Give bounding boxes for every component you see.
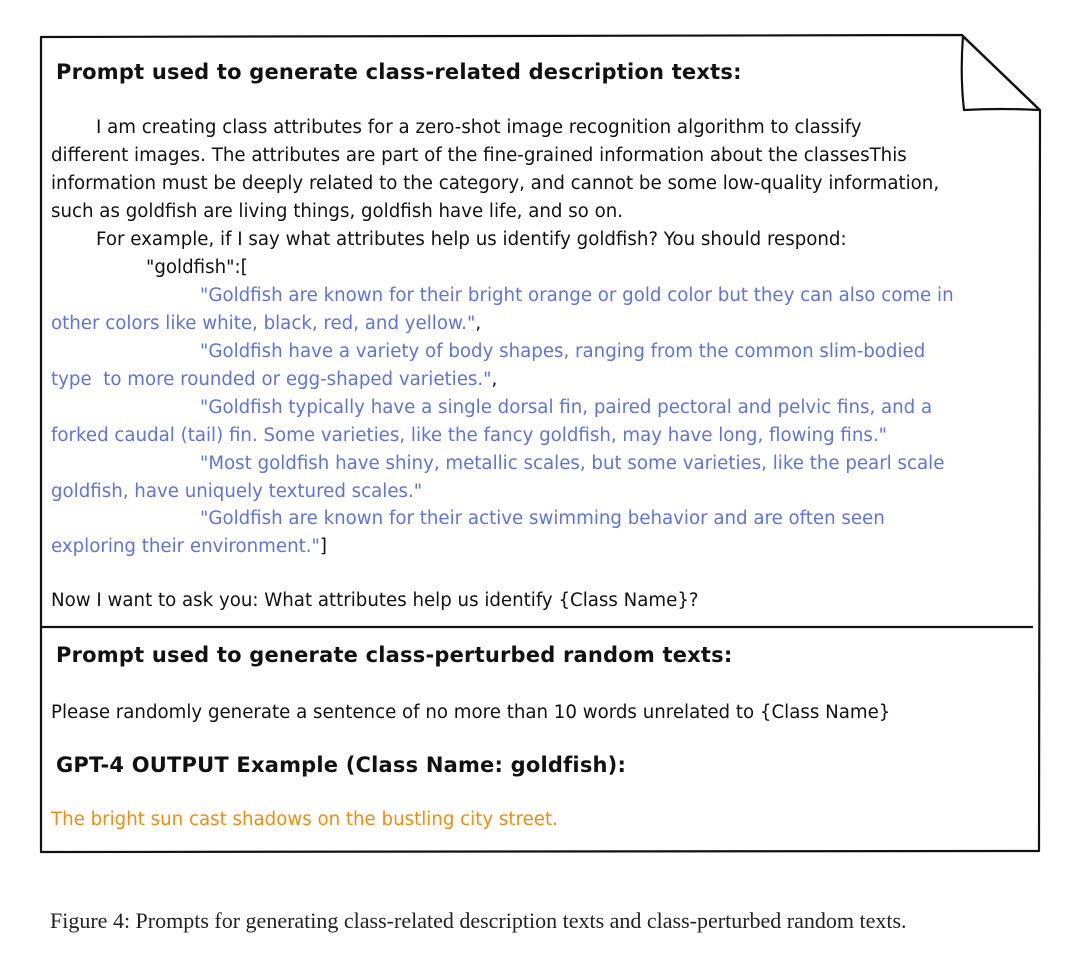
example-3-line-2 [51,425,887,446]
intro-line-4: such as goldfish are living things, goldfish have life, and so on. [51,201,624,222]
example-5-text: exploring their environment." [51,536,320,557]
example-2-text: type to more rounded or egg-shaped varieties." [51,369,492,390]
section1-heading: Prompt used to generate class-related description texts: [56,60,742,84]
example-1-line-1: "Goldfish are known for their bright orange or gold color but they can also come in [200,285,954,306]
example-5-line-1: "Goldfish are known for their active swimming behavior and are often seen [200,508,885,529]
example-4-line-2 [51,481,422,502]
example-1-text: other colors like white, black, red, and yellow." [51,313,476,334]
example-1-suffix: , [475,313,482,334]
intro-line-3: information must be deeply related to the category, and cannot be some low-quality information, [51,173,940,194]
example-intro: For example, if I say what attributes help us identify goldfish? You should respond: [96,229,847,250]
perturb-instruction: Please randomly generate a sentence of no more than 10 words unrelated to {Class Name} [51,702,891,723]
example-5-suffix: ] [319,536,327,557]
section2-heading: Prompt used to generate class-perturbed random texts: [56,643,733,667]
question-line: Now I want to ask you: What attributes help us identify {Class Name}? [51,590,699,611]
example-2-line-1: "Goldfish have a variety of body shapes, ranging from the common slim-bodied [200,341,926,362]
intro-line-1: I am creating class attributes for a zero-shot image recognition algorithm to classify [96,117,862,138]
figure-caption: Figure 4: Prompts for generating class-related description texts and class-perturbed random texts. [50,908,907,933]
output-heading: GPT-4 OUTPUT Example (Class Name: goldfish): [56,753,627,777]
example-5-line-2 [51,536,327,557]
example-2-suffix: , [491,369,498,390]
example-3-text: forked caudal (tail) fin. Some varieties, like the fancy goldfish, may have long, flowing fins." [51,425,888,446]
example-3-line-1: "Goldfish typically have a single dorsal fin, paired pectoral and pelvic fins, and a [200,397,933,418]
example-4-line-1: "Most goldfish have shiny, metallic scales, but some varieties, like the pearl scale [200,453,945,474]
output-example-text: The bright sun cast shadows on the bustling city street. [51,809,558,830]
example-1-line-2 [51,313,481,334]
intro-line-2: different images. The attributes are part of the fine-grained information about the classesThis [51,145,907,166]
example-4-text: goldfish, have uniquely textured scales." [51,481,423,502]
example-2-line-2 [51,369,497,390]
list-open: "goldfish":[ [146,257,248,278]
